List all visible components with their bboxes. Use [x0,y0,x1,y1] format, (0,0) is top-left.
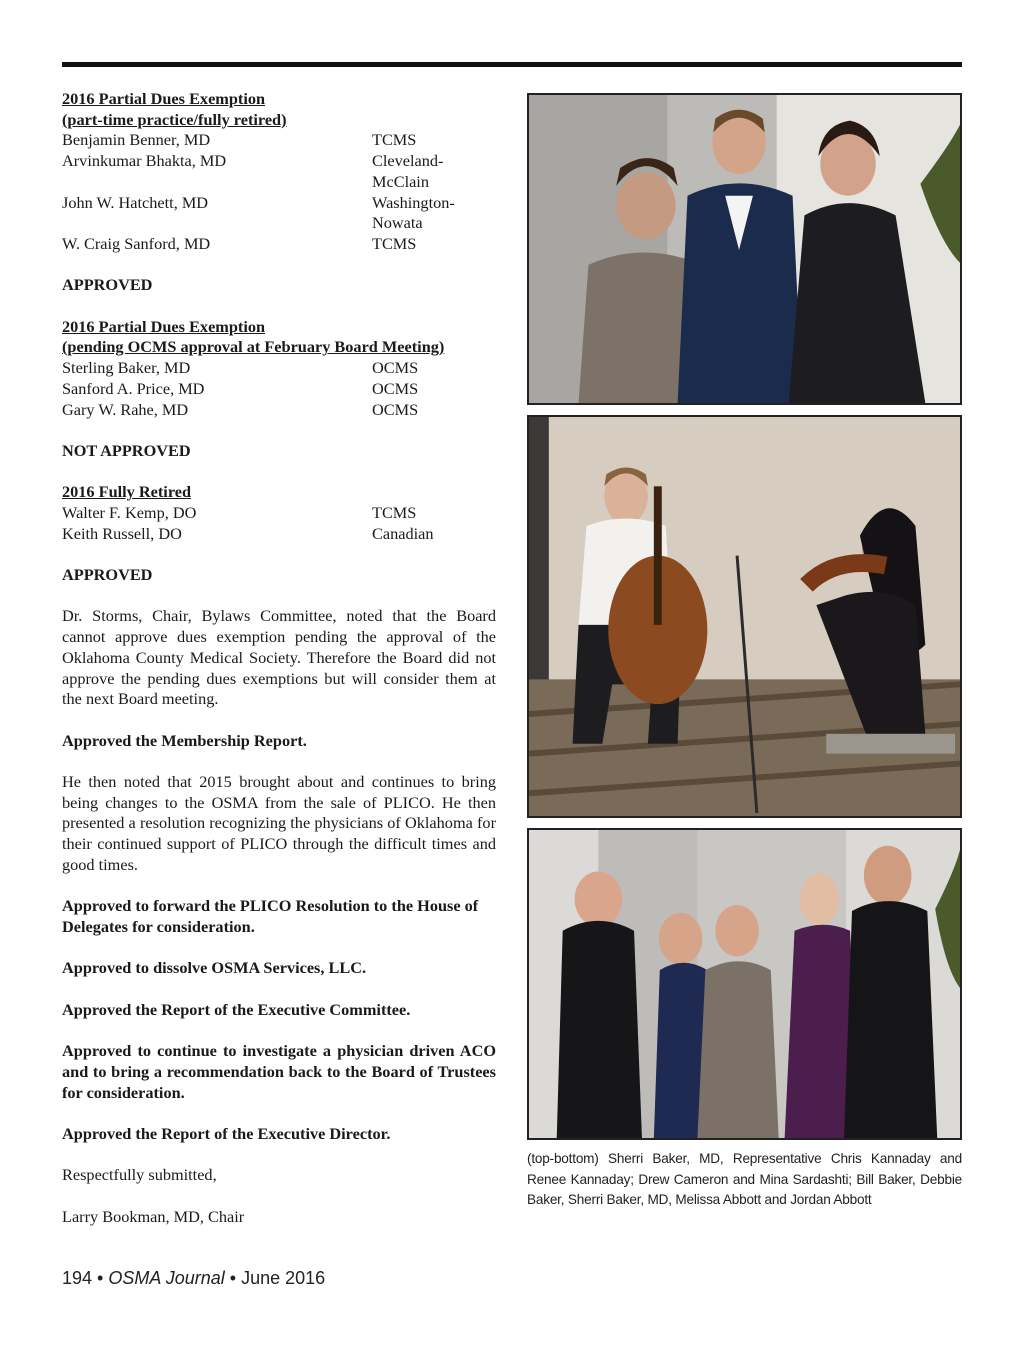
member-county: OCMS [372,399,419,419]
member-county: TCMS [372,503,417,522]
section-heading: 2016 Fully Retired [62,482,192,502]
member-name: Sterling Baker, MD [62,358,191,378]
status-approved: APPROVED [62,565,153,585]
member-county: OCMS [372,358,419,378]
member-name: Sanford A. Price, MD [62,378,205,398]
top-rule [62,62,962,67]
section-subheading: (part-time practice/fully retired) [62,109,287,129]
exec-director-approval: Approved the Report of the Executive Director. [62,1123,391,1143]
photo-baker-abbott-family [527,828,962,1140]
member-row [62,379,496,400]
member-row [62,130,496,151]
plico-approval: Approved to forward the PLICO Resolution to the House of Delegates for consideration. [62,896,479,936]
journal-name: OSMA Journal [108,1268,225,1288]
partial-dues-pending-section [62,317,496,421]
photo-musicians [527,415,962,818]
closing-line: Respectfully submitted, [62,1165,217,1185]
page-footer: 194 • OSMA Journal • June 2016 [62,1268,326,1288]
aco-approval: Approved to continue to investigate a physician driven ACO and to bring a recommendation back to the Board of Trustees for consideration. [62,1041,496,1102]
bylaws-paragraph: Dr. Storms, Chair, Bylaws Committee, noted that the Board cannot approve dues exemption pending the approval of the Oklahoma County Medical Society. Therefore the Board did not approve the pending dues exemptions but will consider them at the next Board meeting. [62,606,496,709]
member-county: Cleveland- McClain [372,151,444,191]
member-row [62,503,496,524]
member-county: TCMS [372,130,417,150]
member-name: Benjamin Benner, MD [62,130,211,150]
issue-date: June 2016 [241,1268,326,1288]
section-heading: 2016 Partial Dues Exemption [62,89,266,108]
member-county: TCMS [372,233,417,253]
member-name: Arvinkumar Bhakta, MD [62,151,227,171]
minutes-column [62,89,496,1227]
exec-committee-approval: Approved the Report of the Executive Committee. [62,999,411,1019]
member-row [62,400,496,421]
member-row [62,358,496,379]
membership-approval: Approved the Membership Report. [62,730,307,750]
signature-line: Larry Bookman, MD, Chair [62,1206,245,1226]
member-name: W. Craig Sanford, MD [62,233,211,253]
status-approved: APPROVED [62,275,153,295]
member-county: OCMS [372,378,419,398]
fully-retired-section [62,482,496,544]
dissolve-approval: Approved to dissolve OSMA Services, LLC. [62,958,367,978]
member-name: Walter F. Kemp, DO [62,503,197,522]
photo-caption: (top-bottom) Sherri Baker, MD, Representative Chris Kannaday and Renee Kannaday; Drew Cameron and Mina Sardashti; Bill Baker, Debbie Baker, Sherri Baker, MD, Melissa Abbott and Jordan Abbott [527,1151,962,1207]
member-name: John W. Hatchett, MD [62,192,209,212]
partial-dues-retired-section [62,89,496,255]
member-county: Canadian [372,523,434,543]
member-row [62,193,496,234]
member-county: Washington- Nowata [372,192,455,233]
section-heading: 2016 Partial Dues Exemption [62,316,266,336]
section-subheading: (pending OCMS approval at February Board Meeting) [62,337,445,357]
plico-paragraph: He then noted that 2015 brought about and continues to bring being changes to the OSMA from the sale of PLICO. He then presented a resolution recognizing the physicians of Oklahoma for their continued support of PLICO through the difficult times and good times. [62,772,496,874]
member-name: Keith Russell, DO [62,523,182,543]
member-name: Gary W. Rahe, MD [62,399,189,419]
member-row [62,234,496,255]
photo-baker-kannaday [527,93,962,405]
status-not-approved: NOT APPROVED [62,440,191,460]
page-number: 194 [62,1268,93,1288]
member-row [62,151,496,192]
member-row [62,524,496,545]
